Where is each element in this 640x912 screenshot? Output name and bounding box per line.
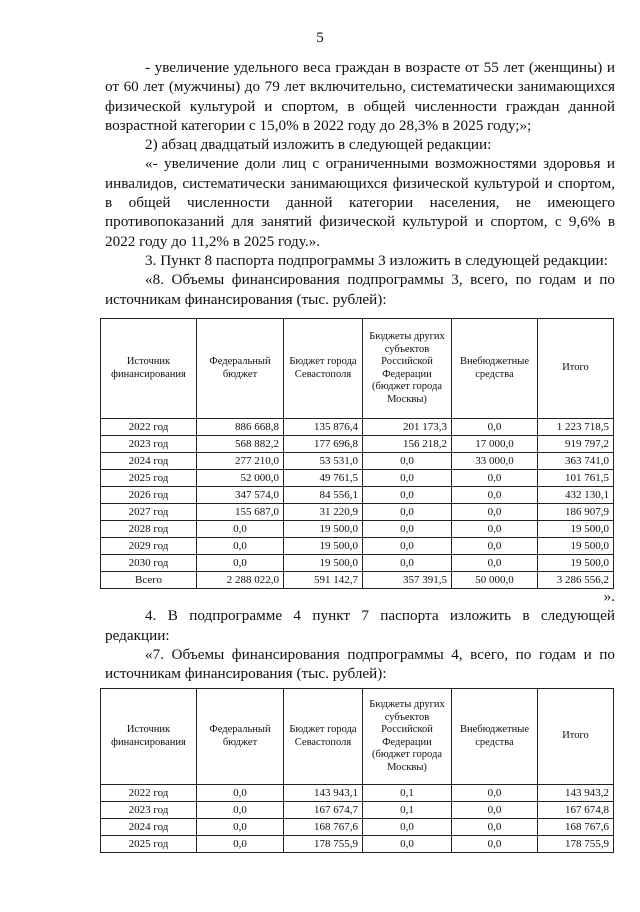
column-header: Бюджеты других субъектов Российской Федерации (бюджет города Москвы) [363, 319, 452, 419]
table-row [101, 785, 614, 802]
cell-total: 363 741,0 [538, 453, 614, 470]
financing-table-subprogram-4 [100, 688, 614, 853]
cell-sevastopol: 168 767,6 [284, 819, 363, 836]
cell-federal: 568 882,2 [197, 436, 284, 453]
column-header: Бюджет города Севастополя [284, 689, 363, 785]
cell-extrabudgetary: 0,0 [452, 470, 538, 487]
cell-federal: 277 210,0 [197, 453, 284, 470]
cell-total: 186 907,9 [538, 504, 614, 521]
cell-total: 3 286 556,2 [538, 572, 614, 589]
paragraph: 2) абзац двадцатый изложить в следующей редакции: [145, 136, 492, 154]
table-row-total [101, 572, 614, 589]
cell-sevastopol: 19 500,0 [284, 555, 363, 572]
cell-total: 167 674,8 [538, 802, 614, 819]
cell-sevastopol: 591 142,7 [284, 572, 363, 589]
financing-table-subprogram-3 [100, 318, 614, 589]
cell-total-label: Всего [101, 572, 197, 589]
cell-sevastopol: 167 674,7 [284, 802, 363, 819]
paragraph: - увеличение удельного веса граждан в возрасте от 55 лет (женщины) и от 60 лет (мужчины) до 79 лет включительно, систематически занимающихся физической культурой и спортом, в общей численности граждан данной возрастной категории с 15,0% в 2022 году до 28,3% в 2025 году;»; [105, 59, 615, 134]
cell-year: 2025 год [101, 470, 197, 487]
text-block-middle [105, 587, 615, 683]
page-number: 5 [316, 30, 324, 46]
cell-total: 19 500,0 [538, 538, 614, 555]
cell-extrabudgetary: 0,0 [452, 555, 538, 572]
table-row [101, 436, 614, 453]
table-row [101, 521, 614, 538]
cell-year: 2027 год [101, 504, 197, 521]
cell-year: 2024 год [101, 453, 197, 470]
cell-federal: 0,0 [197, 819, 284, 836]
cell-total: 19 500,0 [538, 555, 614, 572]
column-header: Источник финансирования [101, 689, 197, 785]
paragraph: 4. В подпрограмме 4 пункт 7 паспорта изложить в следующей редакции: [105, 607, 615, 644]
cell-year: 2024 год [101, 819, 197, 836]
table-row [101, 504, 614, 521]
table-closing-quote: ». [603, 588, 615, 605]
cell-federal: 886 668,8 [197, 419, 284, 436]
text-block-top [105, 58, 615, 309]
cell-federal: 0,0 [197, 521, 284, 538]
cell-extrabudgetary: 0,0 [452, 819, 538, 836]
cell-other-subjects: 0,1 [363, 785, 452, 802]
table-row [101, 819, 614, 836]
column-header: Бюджет города Севастополя [284, 319, 363, 419]
column-header: Бюджеты других субъектов Российской Федерации (бюджет города Москвы) [363, 689, 452, 785]
cell-total: 101 761,5 [538, 470, 614, 487]
table-row [101, 419, 614, 436]
cell-other-subjects: 0,0 [363, 453, 452, 470]
cell-total: 143 943,2 [538, 785, 614, 802]
cell-sevastopol: 53 531,0 [284, 453, 363, 470]
table-header-row [101, 689, 614, 785]
column-header: Итого [538, 319, 614, 419]
cell-other-subjects: 0,0 [363, 521, 452, 538]
cell-other-subjects: 0,0 [363, 819, 452, 836]
table-row [101, 538, 614, 555]
cell-other-subjects: 156 218,2 [363, 436, 452, 453]
cell-other-subjects: 0,0 [363, 836, 452, 853]
cell-other-subjects: 0,0 [363, 487, 452, 504]
cell-extrabudgetary: 0,0 [452, 521, 538, 538]
table-row [101, 836, 614, 853]
cell-extrabudgetary: 0,0 [452, 836, 538, 853]
column-header: Источник финансирования [101, 319, 197, 419]
cell-year: 2030 год [101, 555, 197, 572]
cell-federal: 0,0 [197, 802, 284, 819]
table-row [101, 555, 614, 572]
cell-total: 178 755,9 [538, 836, 614, 853]
cell-sevastopol: 19 500,0 [284, 538, 363, 555]
cell-year: 2025 год [101, 836, 197, 853]
cell-year: 2028 год [101, 521, 197, 538]
table-row [101, 470, 614, 487]
column-header: Итого [538, 689, 614, 785]
column-header: Федеральный бюджет [197, 319, 284, 419]
cell-other-subjects: 0,0 [363, 538, 452, 555]
cell-sevastopol: 19 500,0 [284, 521, 363, 538]
cell-extrabudgetary: 0,0 [452, 419, 538, 436]
cell-sevastopol: 84 556,1 [284, 487, 363, 504]
cell-sevastopol: 31 220,9 [284, 504, 363, 521]
cell-year: 2023 год [101, 802, 197, 819]
cell-other-subjects: 0,0 [363, 504, 452, 521]
cell-sevastopol: 135 876,4 [284, 419, 363, 436]
cell-sevastopol: 49 761,5 [284, 470, 363, 487]
cell-extrabudgetary: 0,0 [452, 538, 538, 555]
cell-federal: 155 687,0 [197, 504, 284, 521]
cell-sevastopol: 178 755,9 [284, 836, 363, 853]
paragraph: «- увеличение доли лиц с ограниченными возможностями здоровья и инвалидов, систематически занимающихся физической культурой и спортом, в общей численности данной категории населения, не имеющего противопоказаний для занятий физической культурой и спортом, с 9,6% в 2022 году до 11,2% в 2025 году.». [105, 155, 615, 250]
cell-extrabudgetary: 17 000,0 [452, 436, 538, 453]
cell-federal: 2 288 022,0 [197, 572, 284, 589]
paragraph: «8. Объемы финансирования подпрограммы 3, всего, по годам и по источникам финансирования (тыс. рублей): [105, 271, 615, 308]
cell-year: 2026 год [101, 487, 197, 504]
cell-federal: 52 000,0 [197, 470, 284, 487]
cell-extrabudgetary: 0,0 [452, 802, 538, 819]
cell-federal: 0,0 [197, 555, 284, 572]
cell-other-subjects: 0,0 [363, 470, 452, 487]
cell-other-subjects: 0,1 [363, 802, 452, 819]
cell-extrabudgetary: 0,0 [452, 504, 538, 521]
table-row [101, 453, 614, 470]
cell-year: 2023 год [101, 436, 197, 453]
paragraph: «7. Объемы финансирования подпрограммы 4, всего, по годам и по источникам финансирования (тыс. рублей): [105, 645, 615, 683]
cell-federal: 0,0 [197, 836, 284, 853]
cell-total: 432 130,1 [538, 487, 614, 504]
cell-extrabudgetary: 50 000,0 [452, 572, 538, 589]
cell-total: 19 500,0 [538, 521, 614, 538]
cell-year: 2022 год [101, 785, 197, 802]
cell-federal: 0,0 [197, 538, 284, 555]
table-header-row [101, 319, 614, 419]
table-row [101, 487, 614, 504]
cell-other-subjects: 201 173,3 [363, 419, 452, 436]
paragraph: 3. Пункт 8 паспорта подпрограммы 3 изложить в следующей редакции: [145, 251, 608, 269]
cell-other-subjects: 357 391,5 [363, 572, 452, 589]
cell-total: 919 797,2 [538, 436, 614, 453]
cell-total: 168 767,6 [538, 819, 614, 836]
column-header: Федеральный бюджет [197, 689, 284, 785]
cell-extrabudgetary: 0,0 [452, 487, 538, 504]
cell-total: 1 223 718,5 [538, 419, 614, 436]
cell-other-subjects: 0,0 [363, 555, 452, 572]
cell-year: 2022 год [101, 419, 197, 436]
cell-sevastopol: 177 696,8 [284, 436, 363, 453]
cell-extrabudgetary: 0,0 [452, 785, 538, 802]
column-header: Внебюджетные средства [452, 319, 538, 419]
cell-year: 2029 год [101, 538, 197, 555]
cell-extrabudgetary: 33 000,0 [452, 453, 538, 470]
cell-federal: 0,0 [197, 785, 284, 802]
table-row [101, 802, 614, 819]
column-header: Внебюджетные средства [452, 689, 538, 785]
cell-federal: 347 574,0 [197, 487, 284, 504]
cell-sevastopol: 143 943,1 [284, 785, 363, 802]
